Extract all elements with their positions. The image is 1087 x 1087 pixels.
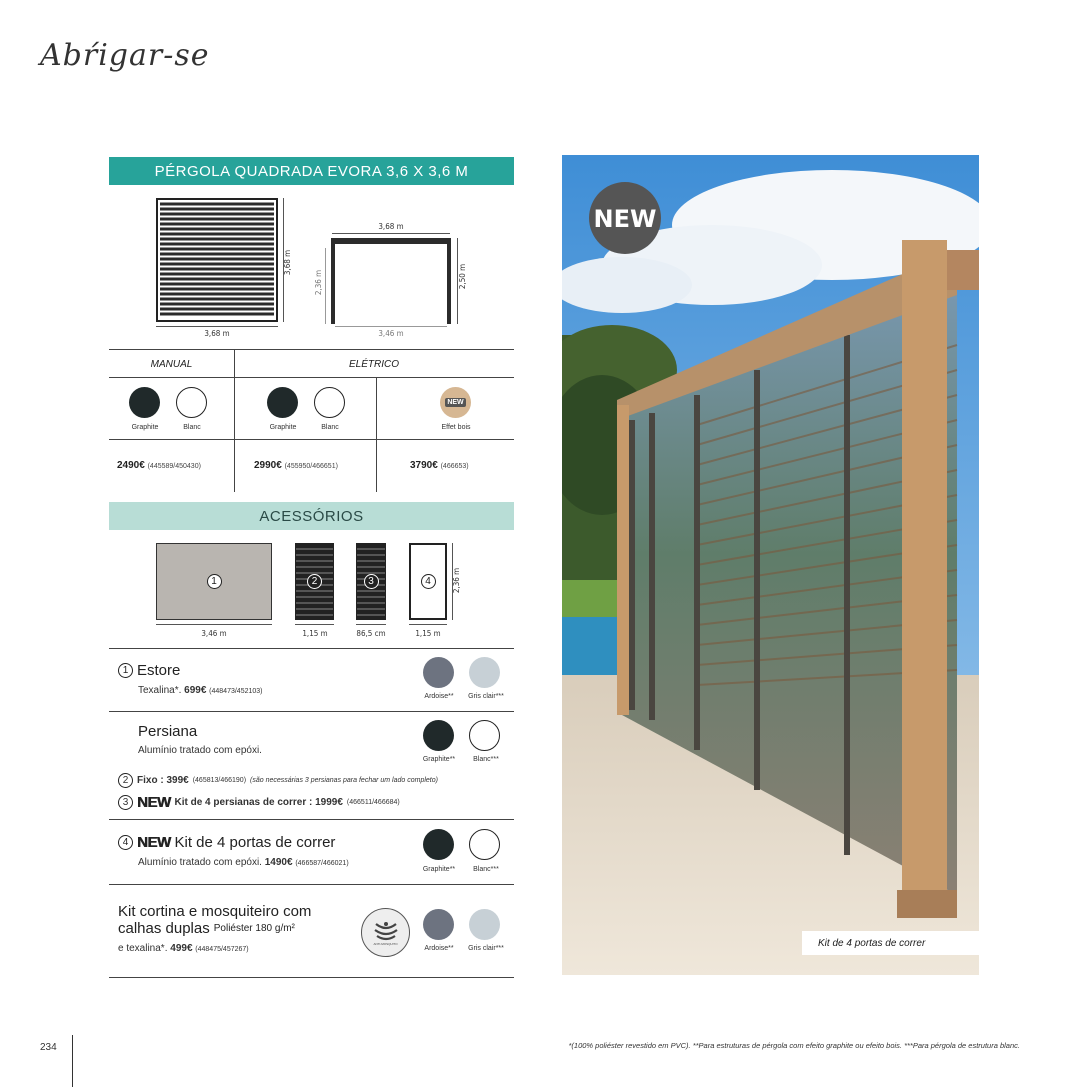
bois-price: 3790€ (466653) bbox=[410, 460, 469, 471]
front-height-inner-label: 2,36 m bbox=[314, 269, 324, 296]
ardoise-swatch bbox=[423, 909, 454, 940]
new-tag: NEW bbox=[137, 834, 171, 851]
swatch-label: Effet bois bbox=[441, 424, 471, 431]
new-badge: NEW bbox=[447, 399, 464, 406]
dimension-line bbox=[156, 326, 278, 327]
blanc-swatch bbox=[469, 829, 500, 860]
electric-price: 2990€ (455950/466651) bbox=[254, 460, 338, 471]
persiana-kit-line: 3 NEW Kit de 4 persianas de correr : 1999€ (466511/466684) bbox=[118, 794, 400, 811]
graphite-swatch bbox=[423, 720, 454, 751]
item-number: 1 bbox=[118, 663, 133, 678]
page-number: 234 bbox=[40, 1042, 57, 1053]
swatch-label: Ardoise** bbox=[424, 693, 454, 700]
cortina-title-line1: Kit cortina e mosquiteiro com bbox=[118, 903, 312, 920]
manual-price: 2490€ (445589/450430) bbox=[117, 460, 201, 471]
dimension-line bbox=[156, 624, 272, 625]
accessory-width: 1,15 m bbox=[302, 629, 328, 638]
page-divider bbox=[72, 1035, 73, 1087]
item-number: 3 bbox=[364, 574, 379, 589]
table-rule bbox=[109, 439, 514, 440]
item-number: 2 bbox=[307, 574, 322, 589]
swatch-label: Blanc*** bbox=[473, 866, 499, 873]
top-height-label: 3,68 m bbox=[283, 249, 293, 276]
swatch-label: Ardoise** bbox=[424, 945, 454, 952]
table-rule bbox=[109, 884, 514, 885]
swatch-label: Graphite** bbox=[422, 756, 456, 763]
graphite-swatch bbox=[129, 387, 160, 418]
table-divider bbox=[376, 377, 377, 492]
anti-mosquito-icon: ANTI-MOSQUITO bbox=[361, 908, 410, 957]
dimension-line bbox=[409, 624, 447, 625]
item-number: 4 bbox=[421, 574, 436, 589]
photo-new-badge: NEW bbox=[593, 205, 657, 233]
estore-details: Texalina*. 699€ (448473/452103) bbox=[138, 685, 263, 696]
graphite-swatch bbox=[423, 829, 454, 860]
table-rule bbox=[109, 349, 514, 350]
table-rule bbox=[109, 711, 514, 712]
dimension-line bbox=[335, 326, 447, 327]
persiana-correr-drawing bbox=[356, 543, 386, 620]
portas-details: Alumínio tratado com epóxi. 1490€ (466587/466021) bbox=[138, 857, 349, 868]
swatch-label: Graphite** bbox=[422, 866, 456, 873]
gris-clair-swatch bbox=[469, 909, 500, 940]
swatch-label: Blanc*** bbox=[473, 756, 499, 763]
gris-clair-swatch bbox=[469, 657, 500, 688]
estore-title: 1 Estore bbox=[118, 662, 180, 679]
accessories-title: ACESSÓRIOS bbox=[109, 502, 514, 530]
dimension-line bbox=[325, 248, 326, 324]
table-rule bbox=[109, 648, 514, 649]
ardoise-swatch bbox=[423, 657, 454, 688]
accessory-width: 3,46 m bbox=[201, 629, 227, 638]
brand-logo: Abŕigar-se bbox=[40, 38, 210, 73]
swatch-label: Graphite bbox=[131, 424, 159, 431]
section-title: PÉRGOLA QUADRADA EVORA 3,6 X 3,6 M bbox=[109, 157, 514, 185]
swatch-label: Blanc bbox=[183, 424, 201, 431]
blanc-swatch bbox=[469, 720, 500, 751]
cortina-title-line2: calhas duplas Poliéster 180 g/m² bbox=[118, 920, 295, 937]
front-width-bottom-label: 3,46 m bbox=[378, 329, 404, 338]
table-divider bbox=[234, 349, 235, 492]
item-number: 4 bbox=[118, 835, 133, 850]
dimension-line bbox=[295, 624, 334, 625]
photo-caption: Kit de 4 portas de correr bbox=[802, 931, 979, 955]
dimension-line bbox=[356, 624, 386, 625]
new-tag: NEW bbox=[137, 794, 171, 811]
swatch-label: Gris clair*** bbox=[468, 945, 504, 952]
swatch-label: Graphite bbox=[269, 424, 297, 431]
item-number: 3 bbox=[118, 795, 133, 810]
persiana-fixo-line: 2 Fixo : 399€ (465813/466190) (são necessárias 3 persianas para fechar um lado completo) bbox=[118, 773, 438, 788]
estore-drawing bbox=[156, 543, 272, 620]
portas-title: 4 NEW Kit de 4 portas de correr bbox=[118, 834, 335, 851]
blanc-swatch bbox=[176, 387, 207, 418]
table-rule bbox=[109, 819, 514, 820]
item-number: 2 bbox=[118, 773, 133, 788]
manual-label: MANUAL bbox=[150, 359, 193, 370]
persiana-title: Persiana bbox=[138, 723, 198, 740]
swatch-label: Gris clair*** bbox=[468, 693, 504, 700]
effet-bois-swatch bbox=[440, 387, 471, 418]
accessory-height: 2,36 m bbox=[452, 567, 462, 594]
dimension-line bbox=[332, 233, 450, 234]
top-width-label: 3,68 m bbox=[204, 329, 230, 338]
electric-label: ELÉTRICO bbox=[348, 359, 399, 370]
footnote: *(100% poliéster revestido em PVC). **Para estruturas de pérgola com efeito graphite ou efeito bois. ***Para pérgola de estrutura blanc. bbox=[568, 1041, 1020, 1050]
product-photo bbox=[562, 155, 979, 975]
pergola-front-view bbox=[331, 238, 451, 324]
item-number: 1 bbox=[207, 574, 222, 589]
accessory-width: 1,15 m bbox=[415, 629, 441, 638]
front-width-top-label: 3,68 m bbox=[378, 222, 404, 231]
table-rule bbox=[109, 977, 514, 978]
graphite-swatch bbox=[267, 387, 298, 418]
blanc-swatch bbox=[314, 387, 345, 418]
table-rule bbox=[109, 377, 514, 378]
persiana-details: Alumínio tratado com epóxi. bbox=[138, 745, 262, 756]
front-height-outer-label: 2,50 m bbox=[458, 263, 468, 290]
pergola-top-view bbox=[156, 198, 278, 322]
swatch-label: Blanc bbox=[321, 424, 339, 431]
persiana-fixo-drawing bbox=[295, 543, 334, 620]
accessory-width: 86,5 cm bbox=[356, 629, 386, 638]
porta-drawing bbox=[409, 543, 447, 620]
cortina-details: e texalina*. 499€ (448475/457267) bbox=[118, 943, 249, 954]
